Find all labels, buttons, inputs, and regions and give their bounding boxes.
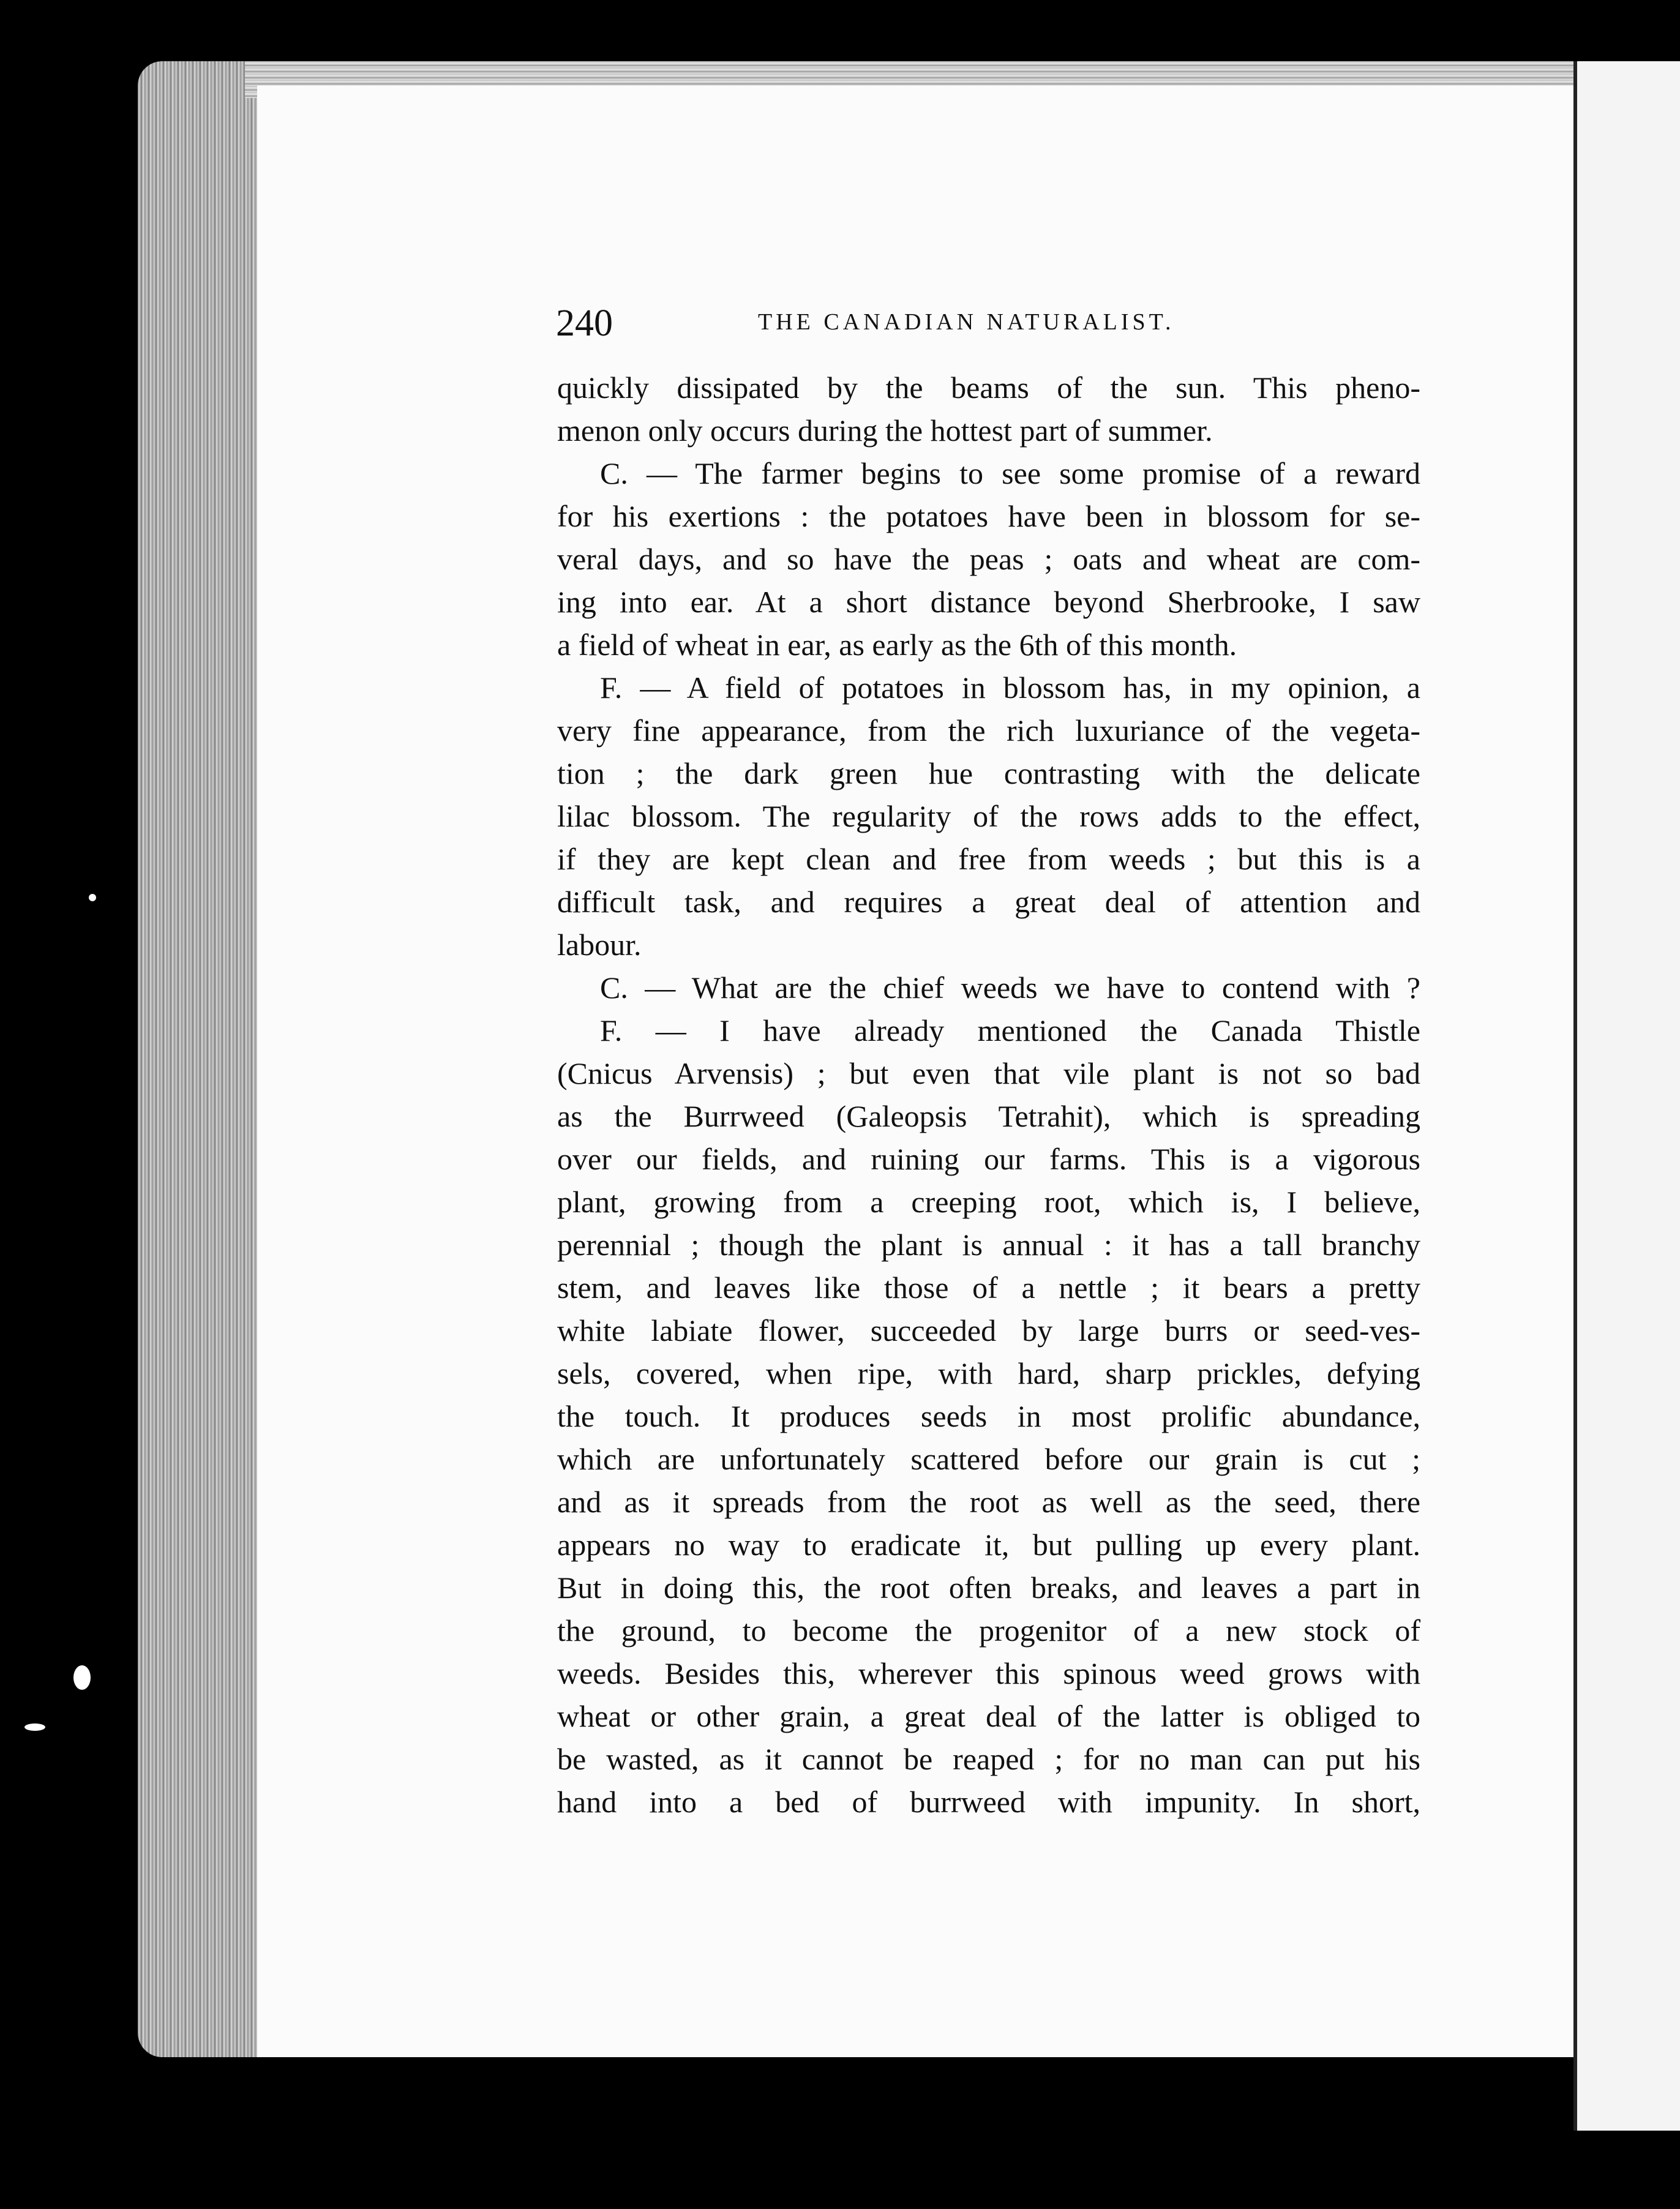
text-line: sels, covered, when ripe, with hard, sharp prickles, defying xyxy=(557,1356,1420,1390)
text-line: difficult task, and requires a great deal of attention and xyxy=(557,885,1420,919)
text-line: hand into a bed of burrweed with impunity. In short, xyxy=(557,1785,1420,1819)
text-line: for his exertions : the potatoes have been in blossom for se- xyxy=(557,499,1420,533)
text-line: C. — The farmer begins to see some promise of a reward xyxy=(600,456,1420,490)
text-line: perennial ; though the plant is annual : it has a tall branchy xyxy=(557,1228,1420,1262)
text-line: plant, growing from a creeping root, which is, I believe, xyxy=(557,1185,1420,1219)
page-number: 240 xyxy=(556,302,613,344)
text-line: which are unfortunately scattered before our grain is cut ; xyxy=(557,1442,1420,1476)
running-head xyxy=(556,299,1260,348)
text-line: appears no way to eradicate it, but pulling up every plant. xyxy=(557,1528,1420,1562)
text-line: F. — A field of potatoes in blossom has, in my opinion, a xyxy=(600,670,1420,705)
running-title: THE CANADIAN NATURALIST. xyxy=(758,309,1175,335)
text-line: lilac blossom. The regularity of the rows adds to the effect, xyxy=(557,799,1420,833)
text-line: menon only occurs during the hottest part of summer. xyxy=(557,413,1213,448)
text-line: But in doing this, the root often breaks, and leaves a part in xyxy=(557,1570,1420,1605)
body-text xyxy=(557,366,1420,1823)
text-line: be wasted, as it cannot be reaped ; for no man can put his xyxy=(557,1742,1420,1776)
text-line: white labiate flower, succeeded by large burrs or seed-ves- xyxy=(557,1313,1420,1348)
text-line: quickly dissipated by the beams of the sun. This pheno- xyxy=(557,370,1420,405)
text-line: labour. xyxy=(557,928,642,962)
text-line: as the Burrweed (Galeopsis Tetrahit), which is spreading xyxy=(557,1099,1420,1133)
text-line: and as it spreads from the root as well as the seed, there xyxy=(557,1485,1420,1519)
text-line: stem, and leaves like those of a nettle ; it bears a pretty xyxy=(557,1270,1420,1305)
text-line: over our fields, and ruining our farms. This is a vigorous xyxy=(557,1142,1420,1176)
scan-speck xyxy=(89,894,96,901)
scan-speck xyxy=(24,1723,45,1731)
text-line: wheat or other grain, a great deal of the latter is obliged to xyxy=(557,1699,1420,1733)
text-line: (Cnicus Arvensis) ; but even that vile plant is not so bad xyxy=(557,1056,1420,1090)
text-line: veral days, and so have the peas ; oats and wheat are com- xyxy=(557,542,1420,576)
text-line: weeds. Besides this, wherever this spinous weed grows with xyxy=(557,1656,1420,1690)
text-line: ing into ear. At a short distance beyond Sherbrooke, I saw xyxy=(557,585,1420,619)
text-line: if they are kept clean and free from weeds ; but this is a xyxy=(557,842,1420,876)
scan-speck xyxy=(73,1665,91,1690)
text-line: F. — I have already mentioned the Canada Thistle xyxy=(600,1013,1420,1048)
book-fore-edge xyxy=(138,61,260,2057)
text-line: tion ; the dark green hue contrasting with the delicate xyxy=(557,756,1420,790)
text-line: the ground, to become the progenitor of a new stock of xyxy=(557,1613,1420,1648)
text-line: very fine appearance, from the rich luxuriance of the vegeta- xyxy=(557,713,1420,748)
text-line: a field of wheat in ear, as early as the 6th of this month. xyxy=(557,628,1237,662)
text-line: C. — What are the chief weeds we have to contend with ? xyxy=(600,970,1420,1005)
facing-page-edge xyxy=(1573,61,1680,2131)
text-line: the touch. It produces seeds in most prolific abundance, xyxy=(557,1399,1420,1433)
